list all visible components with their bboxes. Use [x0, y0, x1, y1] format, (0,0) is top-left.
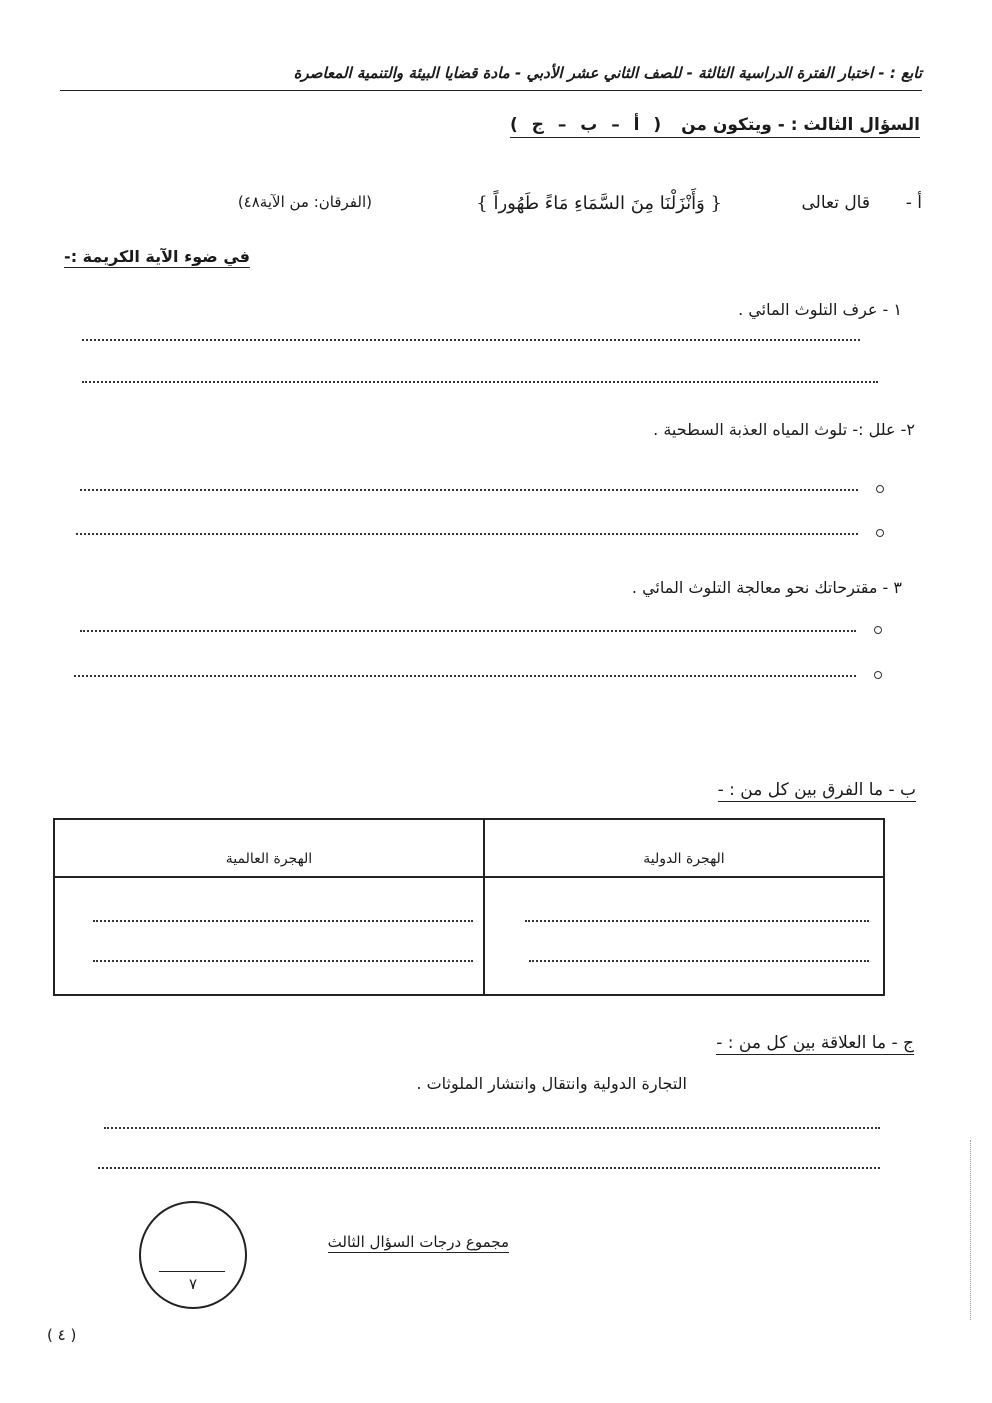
question-2-text: ٢- علل :- تلوث المياه العذبة السطحية . [653, 420, 915, 439]
verse-prompt-text: في ضوء الآية الكريمة :- [64, 247, 250, 266]
question-3 [632, 578, 902, 597]
section-c-topic [416, 1074, 687, 1093]
answer-line[interactable] [80, 630, 856, 632]
section-b-title [718, 780, 916, 800]
table-header-text: الهجرة الدولية [643, 851, 725, 867]
grade-line [159, 1271, 225, 1272]
question-3-text: ٣ - مقترحاتك نحو معالجة التلوث المائي . [631, 578, 902, 597]
bullet-icon [876, 485, 884, 493]
grade-max: ٧ [188, 1275, 198, 1293]
question-parts: ( أ – ب – ج ) [509, 115, 662, 135]
table-header-text: الهجرة العالمية [225, 851, 313, 867]
section-c-topic-text: التجارة الدولية وانتقال وانتشار الملوثات . [416, 1074, 687, 1093]
verse-intro: قال تعالى [801, 193, 870, 213]
difference-table [53, 818, 885, 996]
page-number: ( ٤ ) [47, 1326, 77, 1344]
question-title-text: السؤال الثالث : - ويتكون من [681, 115, 920, 135]
verse-reference: (الفرقان: من الآية٤٨) [237, 193, 372, 211]
answer-line[interactable] [529, 960, 869, 962]
exam-header-text: تابع : - اختبار الفترة الدراسية الثالثة - للصف الثاني عشر الأدبي - مادة قضايا البيئة والتنمية المعاصرة [293, 64, 922, 82]
quran-verse: { وَأَنْزَلْنَا مِنَ السَّمَاءِ مَاءً طَهُوراً } [476, 193, 722, 214]
total-label-text: مجموع درجات السؤال الثالث [327, 1233, 509, 1251]
answer-line[interactable] [82, 381, 878, 383]
bullet-icon [876, 529, 884, 537]
bullet-icon [874, 626, 882, 634]
verse-line [62, 193, 922, 223]
section-c-title [716, 1033, 914, 1053]
total-label [328, 1233, 509, 1251]
exam-header [60, 58, 922, 91]
table-column-international-migration [483, 820, 883, 994]
answer-line[interactable] [93, 920, 473, 922]
question-1 [738, 300, 902, 319]
question-1-text: ١ - عرف التلوث المائي . [738, 300, 902, 319]
answer-line[interactable] [104, 1127, 880, 1129]
table-header [55, 820, 483, 878]
answer-line[interactable] [82, 339, 860, 341]
question-2 [653, 420, 915, 439]
answer-line[interactable] [76, 533, 858, 535]
grade-circle [139, 1201, 247, 1309]
answer-line[interactable] [74, 675, 856, 677]
answer-line[interactable] [93, 960, 473, 962]
scan-edge [970, 1140, 975, 1320]
table-column-global-migration [55, 820, 483, 994]
answer-line[interactable] [525, 920, 869, 922]
section-b-title-text: ب - ما الفرق بين كل من : - [717, 780, 916, 800]
section-c-title-text: ج - ما العلاقة بين كل من : - [716, 1033, 914, 1053]
table-header [485, 820, 883, 878]
bullet-icon [874, 671, 882, 679]
answer-line[interactable] [98, 1167, 880, 1169]
section-a-label: أ - [905, 193, 922, 213]
answer-line[interactable] [80, 489, 858, 491]
verse-prompt [64, 247, 250, 266]
question-title [510, 115, 920, 138]
